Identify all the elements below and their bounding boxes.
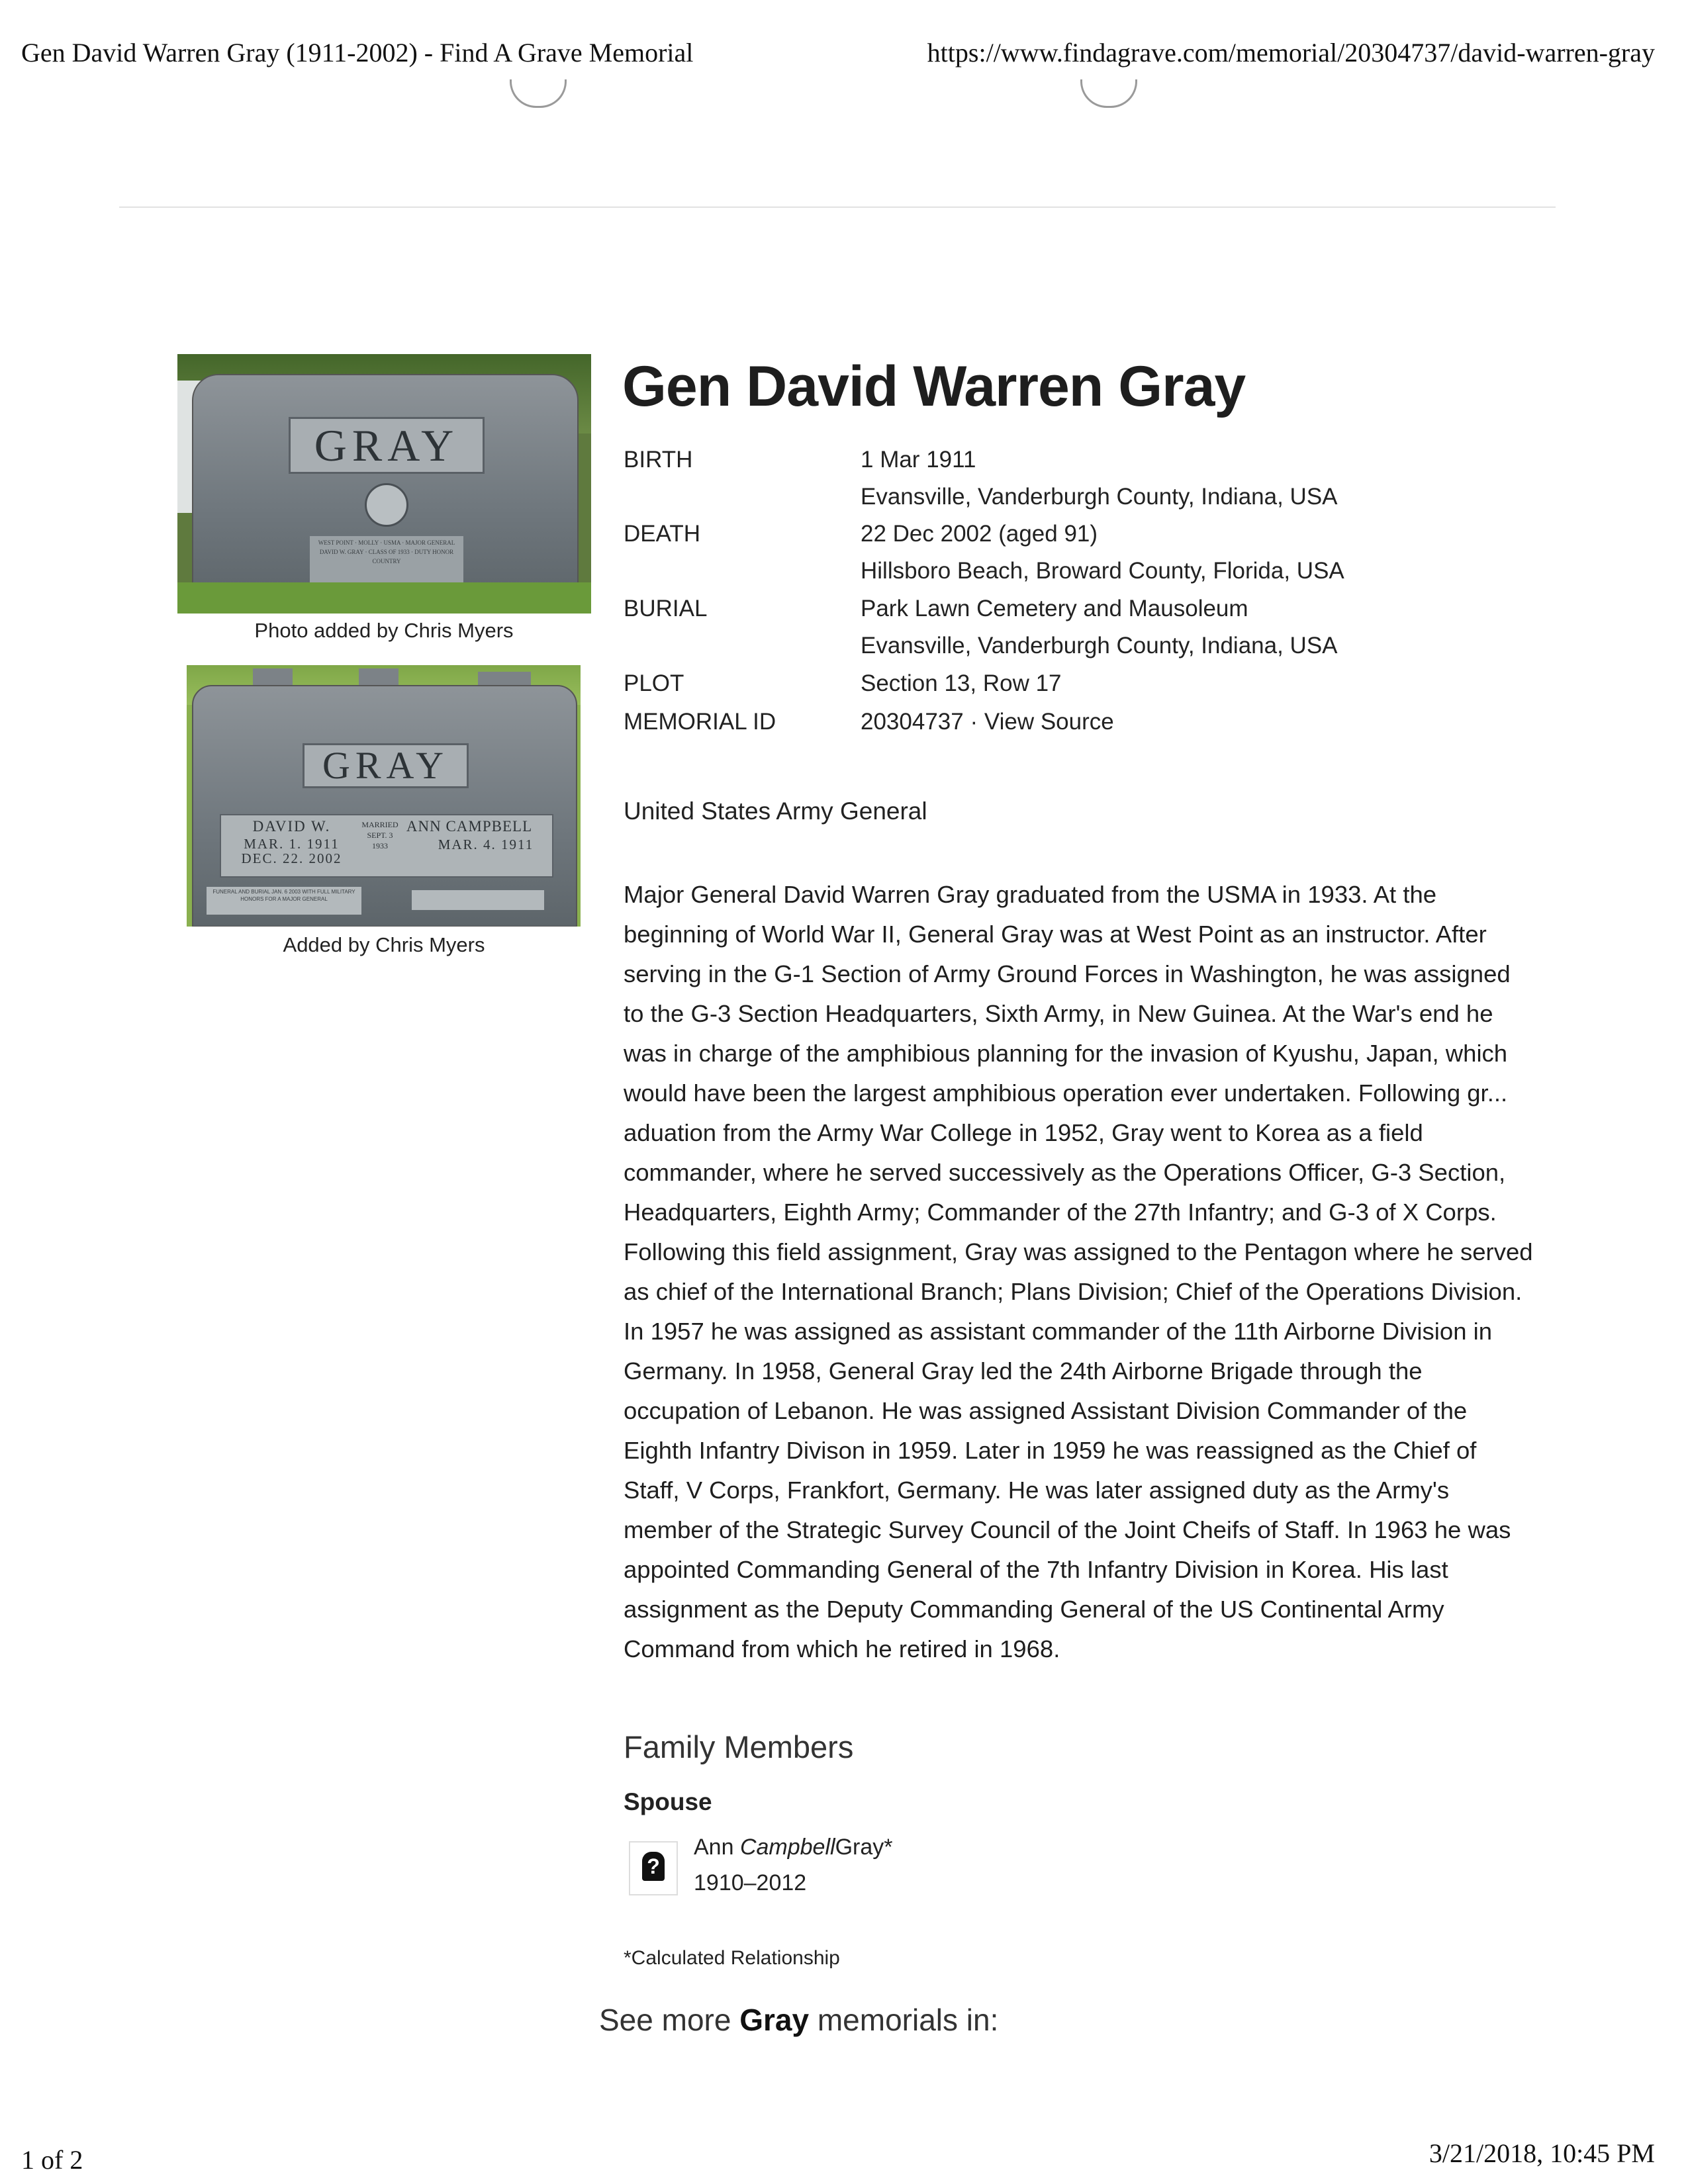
headstone-names-plaque	[220, 814, 553, 878]
spouse-card[interactable]	[624, 1833, 1021, 1906]
headstone-dates-right: MAR. 4. 1911	[438, 837, 534, 852]
spouse-label: Spouse	[624, 1788, 712, 1815]
birth-place[interactable]: Evansville, Vanderburgh County, Indiana, USA	[861, 484, 1338, 510]
print-datetime: 3/21/2018, 10:45 PM	[1429, 2138, 1655, 2168]
memorial-id-value: 20304737	[861, 709, 964, 735]
calculated-relationship-note: *Calculated Relationship	[624, 1947, 840, 1969]
usma-crest-icon	[365, 483, 408, 527]
headstone-footer-plate: FUNERAL AND BURIAL JAN. 6 2003 WITH FULL MILITARY HONORS FOR A MAJOR GENERAL	[207, 887, 361, 915]
spouse-last-name: Gray*	[835, 1835, 893, 1860]
headstone-blank-plate	[412, 890, 544, 910]
print-page-url[interactable]: https://www.findagrave.com/memorial/20304737/david-warren-gray	[927, 38, 1655, 68]
see-more-surname[interactable]: Gray	[739, 2003, 810, 2037]
see-more-memorials	[599, 2002, 998, 2038]
burial-place[interactable]: Evansville, Vanderburgh County, Indiana, USA	[861, 633, 1338, 659]
headstone-surname: GRAY	[289, 417, 485, 474]
headstone-surname: GRAY	[303, 743, 469, 788]
family-members-heading: Family Members	[624, 1729, 854, 1764]
death-label: DEATH	[624, 521, 701, 547]
separator-dot: ·	[970, 709, 978, 735]
birth-label: BIRTH	[624, 447, 693, 473]
photo-1-caption: Photo added by Chris Myers	[254, 619, 514, 642]
spouse-first-name: Ann	[694, 1835, 734, 1860]
see-more-prefix: See more	[599, 2003, 731, 2037]
header-divider	[119, 206, 1556, 208]
headstone-married-date: MARRIED SEPT. 3 1933	[361, 820, 399, 850]
headstone-photo-1[interactable]	[177, 354, 591, 614]
view-source-link[interactable]: View Source	[984, 709, 1114, 735]
memorial-biography: Major General David Warren Gray graduated from the USMA in 1933. At the beginning of World War II, General Gray was at West Point as an instructor. After serving in the G-1 Section of Army Ground Forces in Washington, he was assigned to the G-3 Section Headquarters, Sixth Army, in New Guinea. At the War's end he was in charge of the amphibious planning for the invasion of Kyushu, Japan, which would have been the largest amphibious operation ever undertaken. Following gr... aduation from the Army War College in 1952, Gray went to Korea as a field commander, where he served successively as the Operations Officer, G-3 Section, Headquarters, Eighth Army; Commander of the 27th Infantry; and G-3 of X Corps. Following this field assignment, Gray was assigned to the Pentagon where he served as chief of the International Branch; Plans Division; Chief of the Operations Division. In 1957 he was assigned as assistant commander of the 11th Airborne Division in Germany. In 1958, General Gray led the 24th Airborne Brigade through the occupation of Lebanon. He was assigned Assistant Division Commander of the Eighth Infantry Divison in 1959. Later in 1959 he was reassigned as the Chief of Staff, V Corps, Frankfort, Germany. He was later assigned duty as the Army's member of the Strategic Survey Council of the Joint Cheifs of Staff. In 1963 he was appointed Commanding General of the 7th Infantry Division in Korea. His last assignment as the Deputy Commanding General of the US Continental Army Command from which he retired in 1968.	[624, 881, 1533, 1662]
photo-grass	[177, 582, 591, 614]
headstone-dates-left: MAR. 1. 1911 DEC. 22. 2002	[241, 836, 342, 866]
death-place[interactable]: Hillsboro Beach, Broward County, Florida, USA	[861, 558, 1344, 584]
photo-2-caption: Added by Chris Myers	[283, 933, 485, 956]
punch-hole-mark	[510, 79, 567, 108]
spouse-dates: 1910–2012	[694, 1870, 807, 1895]
headstone-engraving: WEST POINT · MOLLY · USMA · MAJOR GENERAL DAVID W. GRAY · CLASS OF 1933 · DUTY HONOR COUNTRY	[310, 536, 463, 590]
memorial-id-row	[861, 709, 1114, 735]
spouse-name[interactable]	[694, 1835, 893, 1860]
death-date: 22 Dec 2002 (aged 91)	[861, 521, 1098, 547]
burial-cemetery[interactable]: Park Lawn Cemetery and Mausoleum	[861, 596, 1248, 621]
burial-label: BURIAL	[624, 596, 708, 621]
print-page-number: 1 of 2	[21, 2145, 83, 2175]
memorial-id-label: MEMORIAL ID	[624, 709, 776, 735]
headstone-photo-2[interactable]	[187, 665, 581, 927]
see-more-suffix: memorials in:	[817, 2003, 999, 2037]
spouse-maiden-name: Campbell	[739, 1835, 835, 1860]
headstone-name-left: DAVID W.	[252, 818, 331, 835]
birth-date: 1 Mar 1911	[861, 447, 976, 473]
plot-value: Section 13, Row 17	[861, 670, 1062, 696]
headstone-name-right: ANN CAMPBELL	[406, 818, 533, 835]
memorial-name-heading: Gen David Warren Gray	[622, 355, 1246, 418]
print-page-title: Gen David Warren Gray (1911-2002) - Find A Grave Memorial	[21, 38, 694, 68]
unknown-photo-icon: ?	[629, 1841, 678, 1895]
plot-label: PLOT	[624, 670, 684, 696]
memorial-intro: United States Army General	[624, 797, 927, 825]
punch-hole-mark	[1080, 79, 1137, 108]
